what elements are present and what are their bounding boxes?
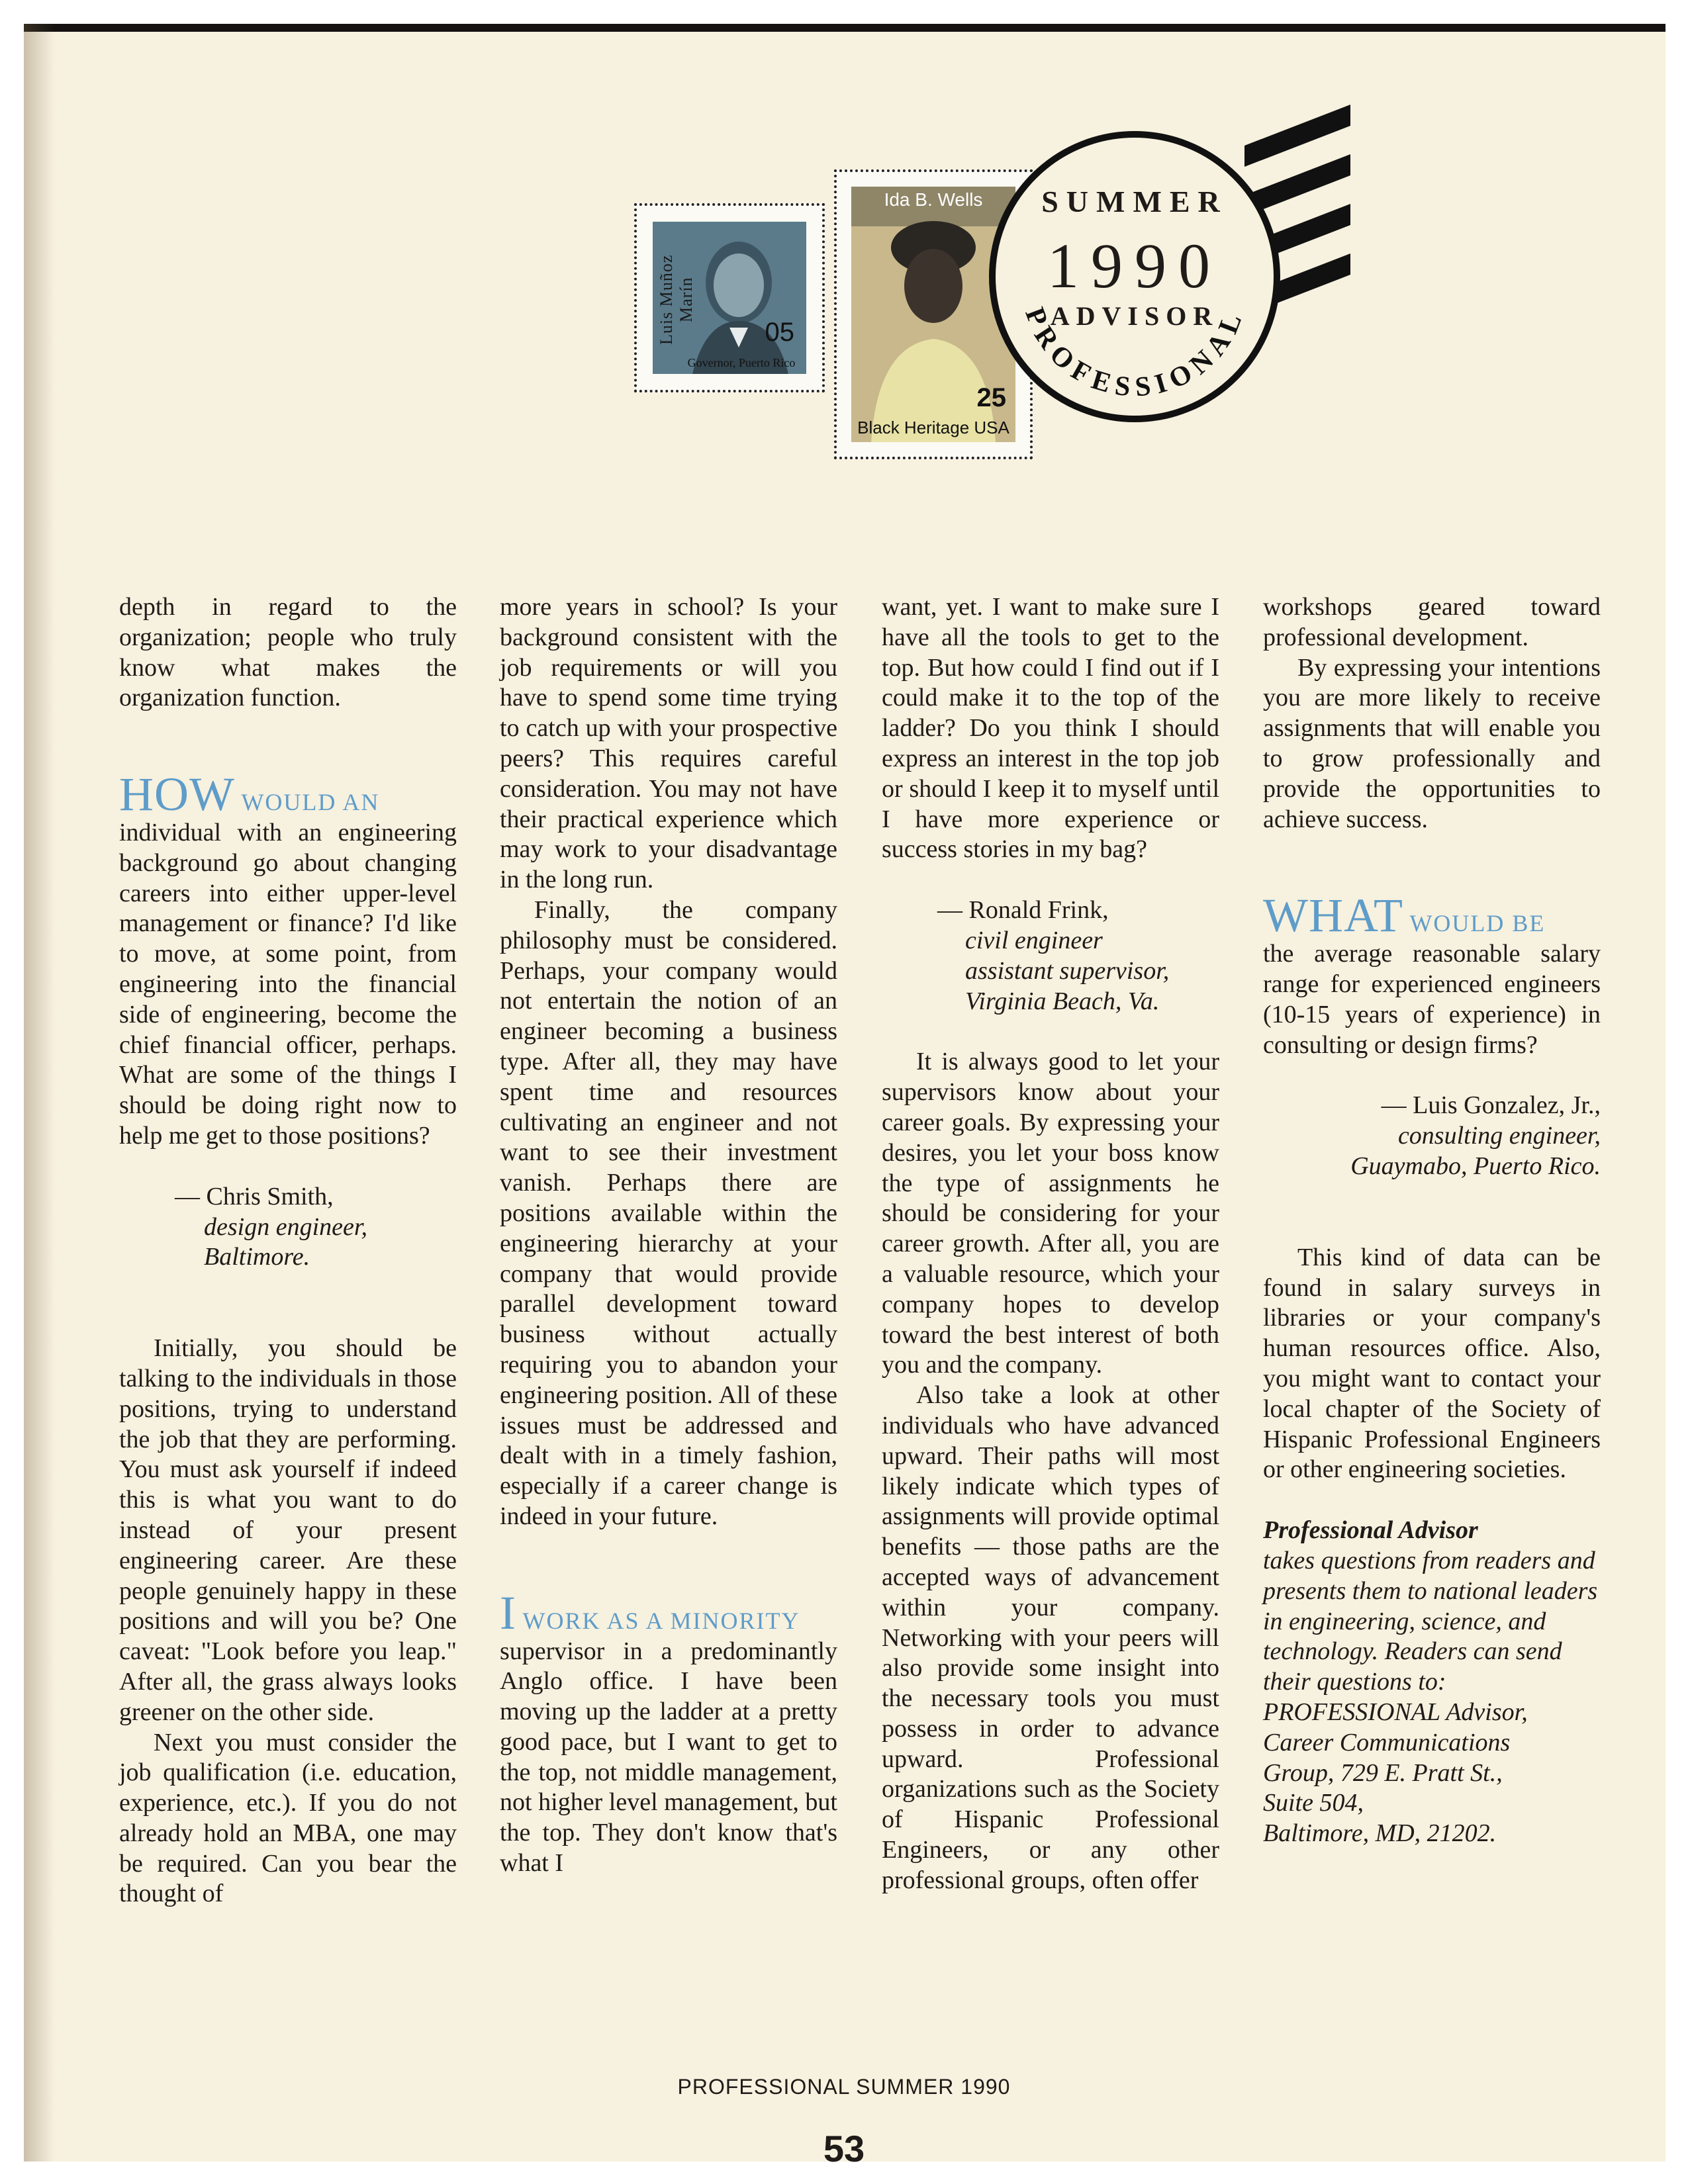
- column-3: [882, 592, 1219, 1896]
- answer-paragraph: workshops geared toward professional development.: [1263, 593, 1601, 651]
- answer-paragraph: Finally, the company philosophy must be considered. Perhaps, your company would not entertain the notion of an engineer becoming a business type. After all, they may have spent time and resources cultivating an engineer and not want to see their investment vanish. Perhaps there are positions available within the engineering hierarchy at your company that would provide parallel development toward business without actually requiring you to abandon your engineering position. All of these issues must be addressed and dealt with in a timely fashion, especially if a career change is indeed in your future.: [500, 895, 837, 1530]
- stamp-caption: Black Heritage USA: [857, 418, 1009, 437]
- postmark-arc: [996, 138, 1274, 416]
- address-line: Career Communications: [1263, 1728, 1511, 1756]
- postmark-arc-text: PROFESSIONAL: [1019, 303, 1250, 403]
- signature-title: civil engineer: [965, 926, 1103, 954]
- advisor-note-text: takes questions from readers and presents them to national leaders in engineering, science, and technology. Readers can send their questions to:: [1263, 1546, 1598, 1696]
- signature-name: — Luis Gonzalez, Jr.,: [1381, 1091, 1601, 1120]
- column-1: [119, 592, 457, 1909]
- address-line: Group, 729 E. Pratt St.,: [1263, 1758, 1503, 1787]
- running-footer: PROFESSIONAL SUMMER 1990: [677, 2075, 1011, 2099]
- column-4: [1263, 592, 1601, 1849]
- signature-title: assistant supervisor,: [965, 956, 1170, 985]
- answer-paragraph: It is always good to let your supervisors know about your career goals. By expressing your desires, you let your boss know the type of assignments he should be considering for your career growth. After all, you are a valuable resource, which your company hopes to develop toward the best interest of both you and the company.: [882, 1048, 1219, 1379]
- signature: [882, 895, 1219, 1017]
- stamp-name: Ida B. Wells: [884, 189, 983, 210]
- postmark-advisor: ADVISOR: [1050, 301, 1219, 331]
- signature-name: — Chris Smith,: [175, 1182, 334, 1210]
- answer-paragraph: Also take a look at other individuals who have advanced upward. Their paths will most likely indicate which types of assignments will provide optimal benefits — those paths are the accepted ways of advancement within your company. Networking with your peers will also provide some insight into the necessary tools you must possess in order to advance upward. Professional organizations such as the Society of Hispanic Professional Engineers, or any other professional groups, often offer: [882, 1381, 1219, 1894]
- question-lead-small: WORK AS A MINORITY: [522, 1607, 800, 1634]
- top-rule: [24, 24, 1665, 32]
- signature-place: Baltimore.: [204, 1243, 310, 1271]
- binding-shadow: [24, 24, 54, 2161]
- question-heading: [500, 1586, 837, 1639]
- question-lead-word: WHAT: [1263, 889, 1403, 942]
- answer-paragraph: By expressing your intentions you are more likely to receive assignments that will enable you to grow professionally and provide the opportunities to achieve success.: [1263, 653, 1601, 833]
- answer-paragraph: Initially, you should be talking to the individuals in those positions, trying to understand the job that they are performing. You must ask yourself if indeed this is what you want to do instead of your present engineering career. Are these people genuinely happy in these positions and will you be? One caveat: "Look before you leap." After all, the grass always looks greener on the other side.: [119, 1334, 457, 1726]
- column-2: [500, 592, 837, 1879]
- question-text: individual with an engineering background go about changing careers into either upper-level management or finance? I'd like to move, at some point, from engineering into the financial side of engineering, become the chief financial officer, perhaps. What are some of the things I should be doing right now to help me get to those positions?: [119, 818, 457, 1150]
- signature: [1263, 1091, 1601, 1181]
- signature-place: Guaymabo, Puerto Rico.: [1350, 1152, 1601, 1180]
- question-heading: [1263, 889, 1601, 942]
- page-number: 53: [823, 2128, 865, 2169]
- question-lead-small: WOULD BE: [1409, 910, 1546, 937]
- stamp-portrait: [851, 187, 1015, 442]
- question-text: supervisor in a predominantly Anglo office. I have been moving up the ladder at a pretty good pace, but I want to get to the top, not middle management, not higher level management, but the top. They don't know that's what I: [500, 1637, 837, 1878]
- paragraph: depth in regard to the organization; people who truly know what makes the organization function.: [119, 593, 457, 712]
- question-heading: [119, 768, 457, 821]
- signature: [119, 1182, 457, 1273]
- question-lead-small: WOULD AN: [241, 789, 380, 816]
- stamp-portrait: [653, 222, 806, 374]
- answer-paragraph: This kind of data can be found in salary surveys in libraries or your company's human resources office. Also, you might want to contact your local chapter of the Society of Hispanic Professional Engineers or other engineering societies.: [1263, 1243, 1601, 1484]
- signature-title: design engineer,: [204, 1212, 367, 1241]
- stamp-luis-munoz-marin: [634, 203, 825, 392]
- stamp-denomination: 25: [976, 383, 1006, 412]
- stamp-name: Luis Muñoz Marín: [657, 254, 696, 345]
- postmark: [989, 131, 1280, 422]
- stamp-denomination: 05: [765, 318, 794, 347]
- address-line: PROFESSIONAL Advisor,: [1263, 1698, 1528, 1726]
- answer-paragraph: more years in school? Is your background consistent with the job requirements or will you have to spend some time trying to catch up with your prospective peers? This requires careful consideration. You may not have their practical experience which may work to your disadvantage in the long run.: [500, 593, 837, 894]
- question-lead-word: HOW: [119, 768, 235, 821]
- answer-paragraph: Next you must consider the job qualification (i.e. education, experience, etc.). If you do not already hold an MBA, one may be required. Can you bear the thought of: [119, 1728, 457, 1908]
- svg-text:PROFESSIONAL: [1019, 303, 1250, 402]
- address-line: Suite 504,: [1263, 1789, 1364, 1817]
- postmark-season: SUMMER: [1041, 185, 1228, 218]
- question-text: want, yet. I want to make sure I have all the tools to get to the top. But how could I find out if I could make it to the top of the ladder? Do you think I should express an interest in the top job or should I keep it to myself until I have more experience or success stories in my bag?: [882, 593, 1219, 864]
- postmark-year: 1990: [1047, 230, 1222, 301]
- signature-place: Virginia Beach, Va.: [965, 987, 1160, 1015]
- signature-name: — Ronald Frink,: [937, 896, 1109, 925]
- advisor-note: [1263, 1516, 1601, 1849]
- stamp-caption: Governor, Puerto Rico: [687, 356, 796, 369]
- question-lead-word: I: [500, 1586, 516, 1639]
- address-line: Baltimore, MD, 21202.: [1263, 1819, 1497, 1848]
- question-text: the average reasonable salary range for experienced engineers (10-15 years of experience) in consulting or design firms?: [1263, 940, 1601, 1059]
- advisor-note-title: Professional Advisor: [1263, 1516, 1478, 1545]
- signature-title: consulting engineer,: [1397, 1122, 1601, 1150]
